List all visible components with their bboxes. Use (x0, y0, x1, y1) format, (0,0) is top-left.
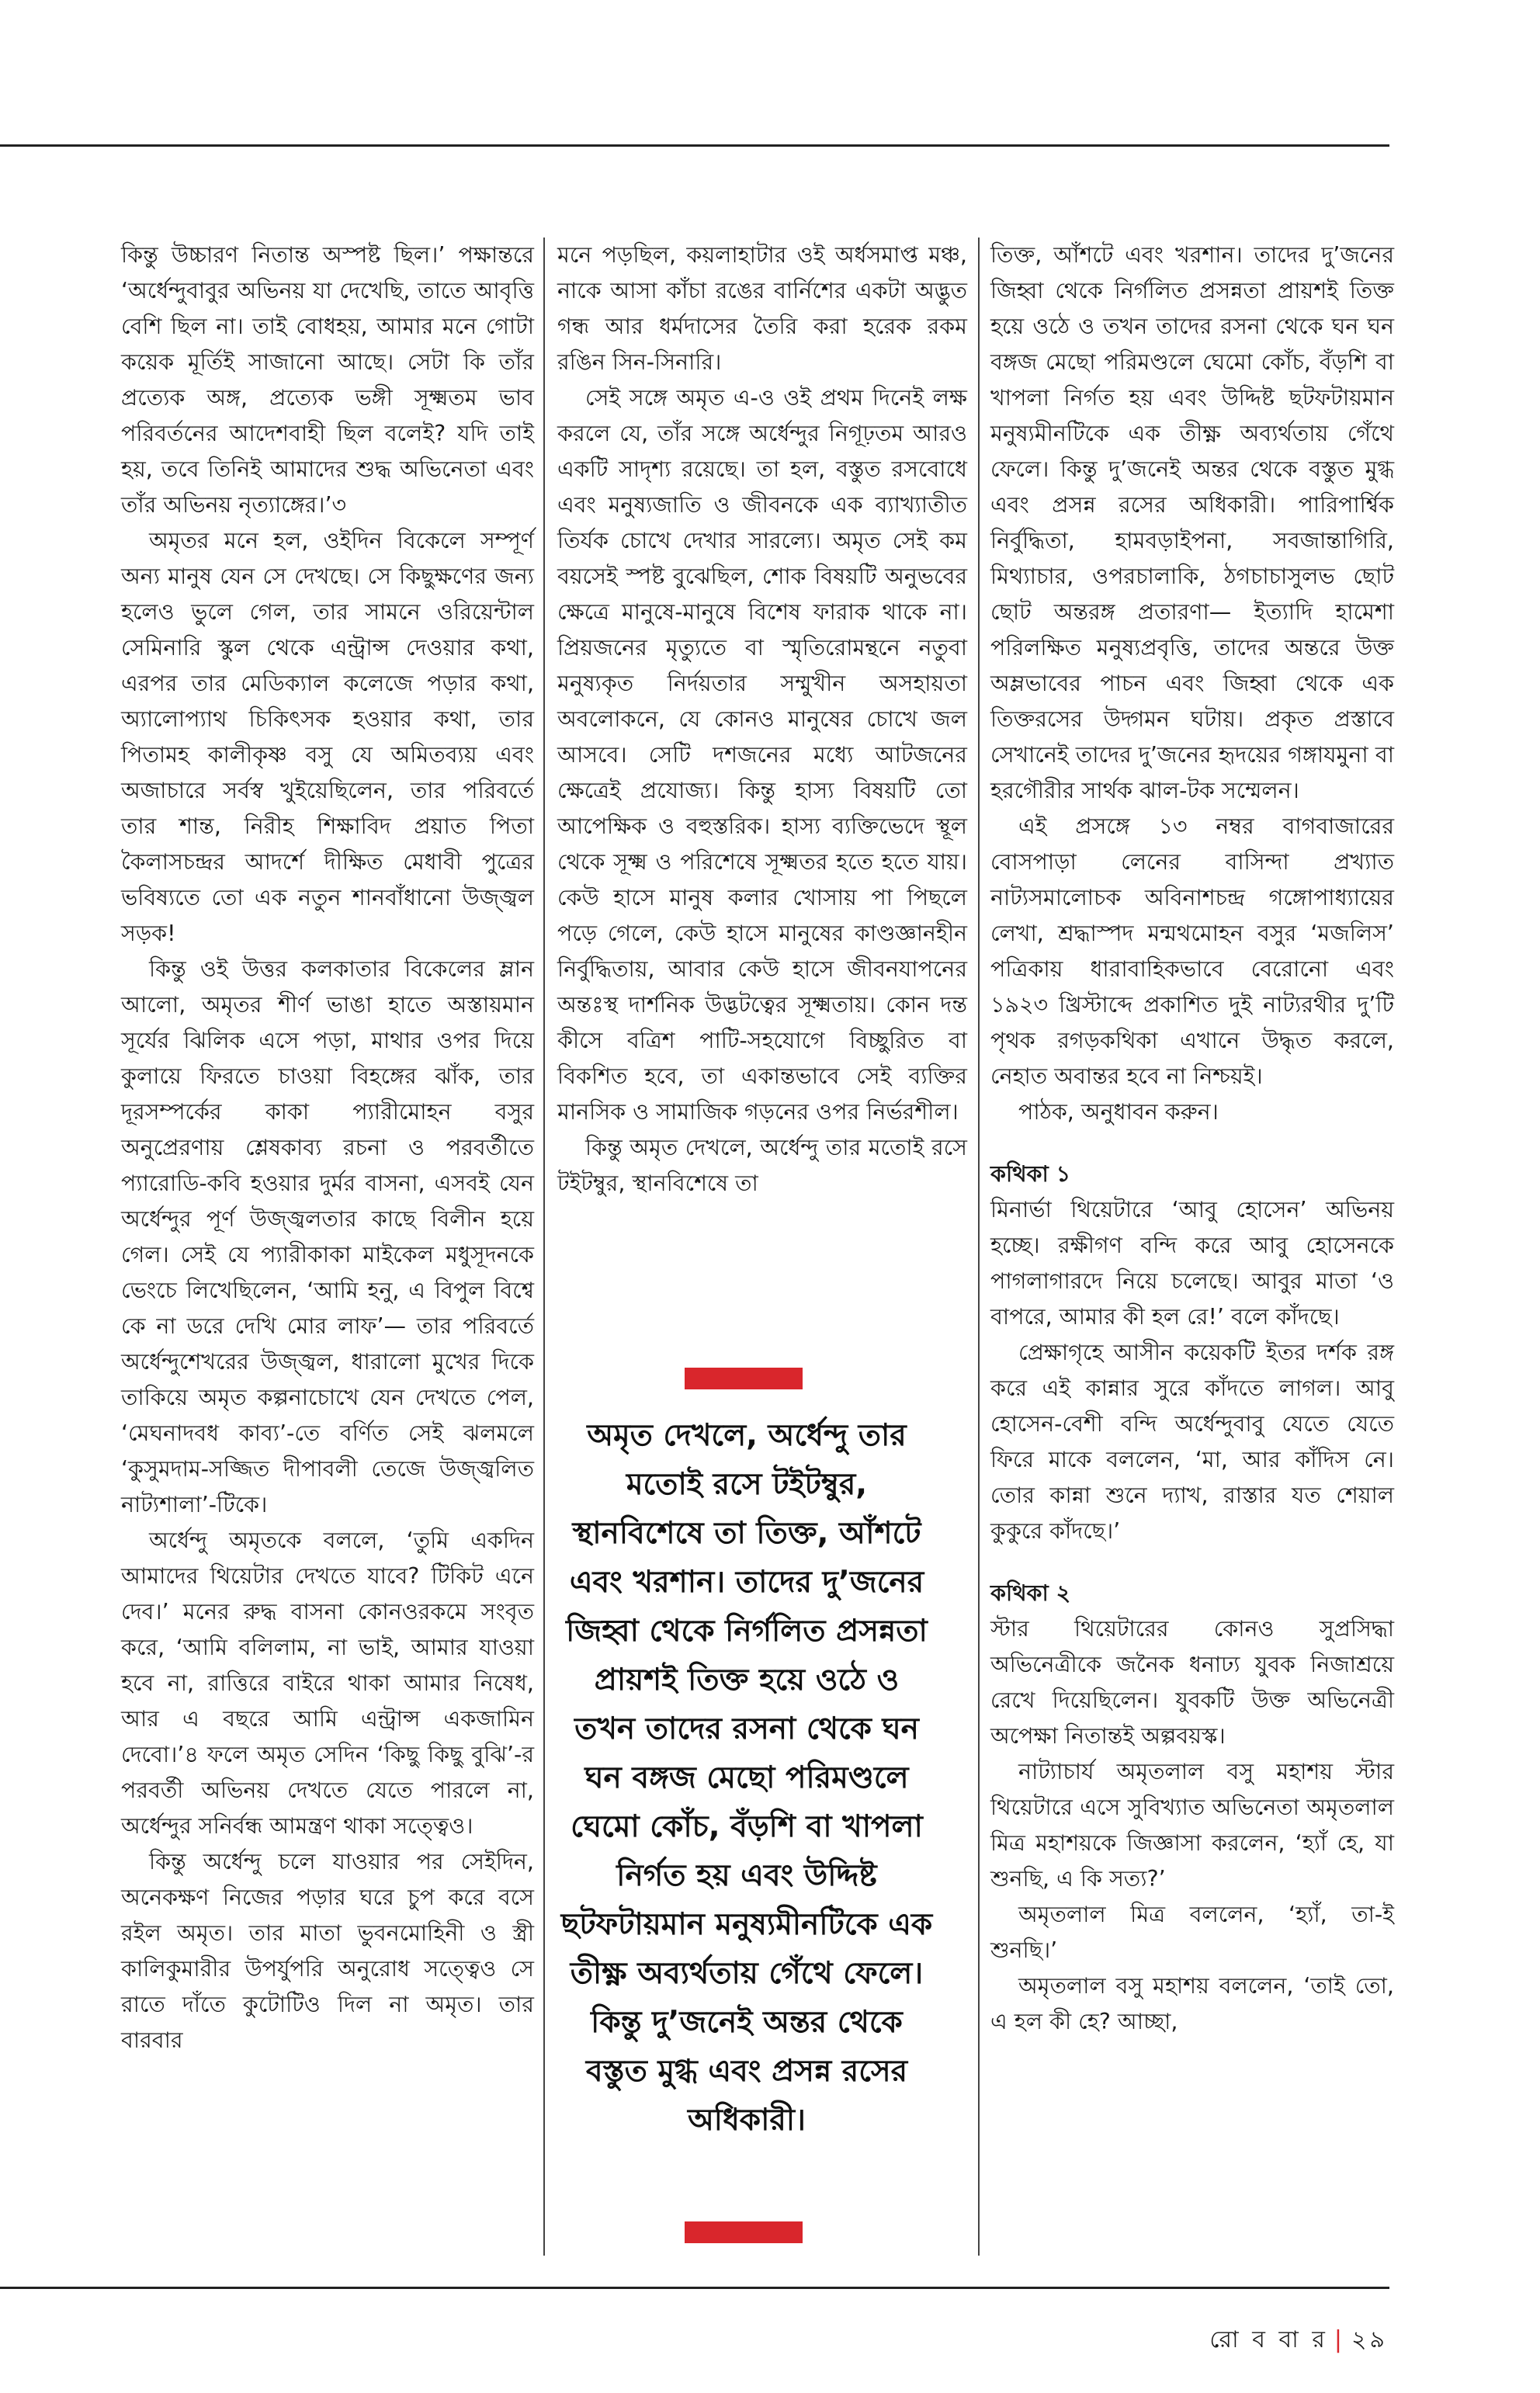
paragraph: অমৃতর মনে হল, ওইদিন বিকেলে সম্পূর্ণ অন্য মানুষ যেন সে দেখছে। সে কিছুক্ষণের জন্য হলেও ভুলে গেল, তার সামনে ওরিয়েন্টাল সেমিনারি স্কুল থেকে এন্ট্রান্স দেওয়ার কথা, এরপর তার মেডিক্যাল কলেজে পড়ার কথা, অ্যালোপ্যাথ চিকিৎসক হওয়ার কথা, তার পিতামহ কালীকৃষ্ণ বসু যে অমিতব্যয় এবং অজাচারে সর্বস্ব খুইয়েছিলেন, তার পরিবর্তে তার শান্ত, নিরীহ শিক্ষাবিদ প্রয়াত পিতা কৈলাসচন্দ্রর আদর্শে দীক্ষিত মেধাবী পুত্রের ভবিষ্যতে তো এক নতুন শানবাঁধানো উজ্জ্বল সড়ক! (121, 528, 534, 946)
top-rule (0, 144, 1389, 147)
paragraph: তিক্ত, আঁশটে এবং খরশান। তাদের দু’জনের জিহ্বা থেকে নির্গলিত প্রসন্নতা প্রায়শই তিক্ত হয়ে ওঠে ও তখন তাদের রসনা থেকে ঘন ঘন বঙ্গজ মেছো পরিমণ্ডলে ঘেমো কোঁচ, বঁড়শি বা খাপলা নির্গত হয় এবং উদ্দিষ্ট ছটফটায়মান মনুষ্যমীনটিকে এক তীক্ষ্ণ অব্যর্থতায় গেঁথে ফেলে। কিন্তু দু’জনেই অন্তর থেকে বস্তুত মুগ্ধ এবং প্রসন্ন রসের অধিকারী। পারিপার্শ্বিক নির্বুদ্ধিতা, হামবড়াইপনা, সবজান্তাগিরি, মিথ্যাচার, ওপরচালাকি, ঠগচাচাসুলভ ছোট ছোট অন্তরঙ্গ প্রতারণা— ইত্যাদি হামেশা পরিলক্ষিত মনুষ্যপ্রবৃত্তি, তাদের অন্তরে উক্ত অম্লভাবের পাচন এবং জিহ্বা থেকে এক তিক্তরসের উদ্গমন ঘটায়। প্রকৃত প্রস্তাবে সেখানেই তাদের দু’জনের হৃদয়ের গঙ্গাযমুনা বা হরগৌরীর সার্থক ঝাল-টক সম্মেলন। (990, 242, 1394, 803)
subheading-kathika-1: কথিকা ১ (990, 1161, 1071, 1187)
paragraph: সেই সঙ্গে অমৃত এ-ও ওই প্রথম দিনেই লক্ষ করলে যে, তাঁর সঙ্গে অর্ধেন্দুর নিগূঢ়তম আরও একটি সাদৃশ্য রয়েছে। তা হল, বস্তুত রসবোধে এবং মনুষ্যজাতি ও জীবনকে এক ব্যাখ্যাতীত তির্যক চোখে দেখার সারল্যে। অমৃত সেই কম বয়সেই স্পষ্ট বুঝেছিল, শোক বিষয়টি অনুভবের ক্ষেত্রে মানুষে-মানুষে বিশেষ ফারাক থাকে না। প্রিয়জনের মৃত্যুতে বা স্মৃতিরোমন্থনে নতুবা মনুষ্যকৃত নির্দয়তার সম্মুখীন অসহায়তা অবলোকনে, যে কোনও মানুষের চোখে জল আসবে। সেটি দশজনের মধ্যে আটজনের ক্ষেত্রেই প্রযোজ্য। কিন্তু হাস্য বিষয়টি তো আপেক্ষিক ও বহুস্তরিক। হাস্য ব্যক্তিভেদে স্থূল থেকে সূক্ষ্ম ও পরিশেষে সূক্ষ্মতর হতে হতে যায়। কেউ হাসে মানুষ কলার খোসায় পা পিছলে পড়ে গেলে, কেউ হাসে মানুষের কাণ্ডজ্ঞানহীন নির্বুদ্ধিতায়, আবার কেউ হাসে জীবনযাপনের অন্তঃস্থ দার্শনিক উদ্ভটত্বের সূক্ষ্মতায়। কোন দন্ত কীসে বত্রিশ পাটি-সহযোগে বিচ্ছুরিত বা বিকশিত হবে, তা একান্তভাবে সেই ব্যক্তির মানসিক ও সামাজিক গড়নের ওপর নির্ভরশীল। (557, 385, 967, 1125)
pullquote-top-bar (685, 1368, 803, 1389)
paragraph: প্রেক্ষাগৃহে আসীন কয়েকটি ইতর দর্শক রঙ্গ করে এই কান্নার সুরে কাঁদতে লাগল। আবু হোসেন-বেশী বন্দি অর্ধেন্দুবাবু যেতে যেতে ফিরে মাকে বললেন, ‘মা, আর কাঁদিস নে। তোর কান্না শুনে দ্যাখ, রাস্তার যত শেয়াল কুকুরে কাঁদছে।’ (990, 1340, 1394, 1544)
page-footer (1209, 2321, 1388, 2360)
column-divider (543, 238, 545, 2256)
bottom-rule (0, 2287, 1389, 2289)
paragraph: অর্ধেন্দু অমৃতকে বললে, ‘তুমি একদিন আমাদের থিয়েটার দেখতে যাবে? টিকিট এনে দেব।’ মনের রুদ্ধ বাসনা কোনওরকমে সংবৃত করে, ‘আমি বলিলাম, না ভাই, আমার যাওয়া হবে না, রাত্তিরে বাইরে থাকা আমার নিষেধ, আর এ বছরে আমি এন্ট্রান্স একজামিন দেবো।’৪ ফলে অমৃত সেদিন ‘কিছু কিছু বুঝি’-র পরবর্তী অভিনয় দেখতে যেতে পারলে না, অর্ধেন্দুর সনির্বন্ধ আমন্ত্রণ থাকা সত্ত্বেও। (121, 1528, 534, 1839)
article-column-3 (990, 238, 1394, 2040)
paragraph: পাঠক, অনুধাবন করুন। (1018, 1099, 1219, 1125)
article-column-1 (121, 238, 534, 2058)
paragraph: মনে পড়ছিল, কয়লাহাটার ওই অর্ধসমাপ্ত মঞ্চ, নাকে আসা কাঁচা রঙের বার্নিশের একটা অদ্ভুত গন্ধ আর ধর্মদাসের তৈরি করা হরেক রকম রঙিন সিন-সিনারি। (557, 242, 967, 375)
column-divider (978, 238, 980, 2256)
magazine-name: রো ব বা র (1209, 2326, 1328, 2353)
pullquote-bottom-bar (685, 2221, 803, 2243)
paragraph: কিন্তু অর্ধেন্দু চলে যাওয়ার পর সেইদিন, অনেকক্ষণ নিজের পড়ার ঘরে চুপ করে বসে রইল অমৃত। তার মাতা ভুবনমোহিনী ও স্ত্রী কালিকুমারীর উপর্যুপরি অনুরোধ সত্ত্বেও সে রাতে দাঁতে কুটোটিও দিল না অমৃত। তার বারবার (121, 1849, 534, 2053)
pullquote: অমৃত দেখলে, অর্ধেন্দু তার মতোই রসে টইটম্বুর, স্থানবিশেষে তা তিক্ত, আঁশটে এবং খরশান। তাদের দু’জনের জিহ্বা থেকে নির্গলিত প্রসন্নতা প্রায়শই তিক্ত হয়ে ওঠে ও তখন তাদের রসনা থেকে ঘন ঘন বঙ্গজ মেছো পরিমণ্ডলে ঘেমো কোঁচ, বঁড়শি বা খাপলা নির্গত হয় এবং উদ্দিষ্ট ছটফটায়মান মনুষ্যমীনটিকে এক তীক্ষ্ণ অব্যর্থতায় গেঁথে ফেলে। কিন্তু দু’জনেই অন্তর থেকে বস্তুত মুগ্ধ এবং প্রসন্ন রসের অধিকারী। (560, 1418, 933, 2138)
paragraph: নাট্যাচার্য অমৃতলাল বসু মহাশয় স্টার থিয়েটারে এসে সুবিখ্যাত অভিনেতা অমৃতলাল মিত্র মহাশয়কে জিজ্ঞাসা করলেন, ‘হ্যাঁ হে, যা শুনছি, এ কি সত্য?’ (990, 1759, 1394, 1892)
article-column-2 (557, 238, 967, 1202)
paragraph: কিন্তু ওই উত্তর কলকাতার বিকেলের ম্লান আলো, অমৃতর শীর্ণ ভাঙা হাতে অস্তায়মান সূর্যের ঝিলিক এসে পড়া, মাথার ওপর দিয়ে কুলায়ে ফিরতে চাওয়া বিহঙ্গের ঝাঁক, তার দূরসম্পর্কের কাকা প্যারীমোহন বসুর অনুপ্রেরণায় শ্লেষকাব্য রচনা ও পরবর্তীতে প্যারোডি-কবি হওয়ার দুর্মর বাসনা, এসবই যেন অর্ধেন্দুর পূর্ণ উজ্জ্বলতার কাছে বিলীন হয়ে গেল। সেই যে প্যারীকাকা মাইকেল মধুসূদনকে ভেংচে লিখেছিলেন, ‘আমি হনু, এ বিপুল বিশ্বে কে না ডরে দেখি মোর লাফ’— তার পরিবর্তে অর্ধেন্দুশেখরের উজ্জ্বল, ধারালো মুখের দিকে তাকিয়ে অমৃত কল্পনাচোখে যেন দেখতে পেল, ‘মেঘনাদবধ কাব্য’-তে বর্ণিত সেই ঝলমলে ‘কুসুমদাম-সজ্জিত দীপাবলী তেজে উজ্জ্বলিত নাট্যশালা’-টিকে। (121, 956, 534, 1517)
paragraph: অমৃতলাল বসু মহাশয় বললেন, ‘তাই তো, এ হল কী হে? আচ্ছা, (990, 1973, 1394, 2034)
paragraph: এই প্রসঙ্গে ১৩ নম্বর বাগবাজারের বোসপাড়া লেনের বাসিন্দা প্রখ্যাত নাট্যসমালোচক অবিনাশচন্দ্র গঙ্গোপাধ্যায়ের লেখা, শ্রদ্ধাস্পদ মন্মথমোহন বসুর ‘মজলিস’ পত্রিকায় ধারাবাহিকভাবে বেরোনো এবং ১৯২৩ খ্রিস্টাব্দে প্রকাশিত দুই নাট্যরথীর দু’টি পৃথক রগড়কথিকা এখানে উদ্ধৃত করলে, নেহাত অবান্তর হবে না নিশ্চয়ই। (990, 813, 1394, 1089)
paragraph: মিনার্ভা থিয়েটারে ‘আবু হোসেন’ অভিনয় হচ্ছে। রক্ষীগণ বন্দি করে আবু হোসেনকে পাগলাগারদে নিয়ে চলেছে। আবুর মাতা ‘ও বাপরে, আমার কী হল রে!’ বলে কাঁদছে। (990, 1197, 1394, 1330)
paragraph: অমৃতলাল মিত্র বললেন, ‘হ্যাঁ, তা-ই শুনছি।’ (990, 1902, 1394, 1963)
paragraph: কিন্তু অমৃত দেখলে, অর্ধেন্দু তার মতোই রসে টইটম্বুর, স্থানবিশেষে তা (557, 1135, 967, 1196)
page-number: ২৯ (1351, 2326, 1388, 2353)
paragraph: কিন্তু উচ্চারণ নিতান্ত অস্পষ্ট ছিল।’ পক্ষান্তরে ‘অর্ধেন্দুবাবুর অভিনয় যা দেখেছি, তাতে আবৃত্তি বেশি ছিল না। তাই বোধহয়, আমার মনে গোটা কয়েক মূর্তিই সাজানো আছে। সেটা কি তাঁর প্রত্যেক অঙ্গ, প্রত্যেক ভঙ্গী সূক্ষ্মতম ভাব পরিবর্তনের আদেশবাহী ছিল বলেই? যদি তাই হয়, তবে তিনিই আমাদের শুদ্ধ অভিনেতা এবং তাঁর অভিনয় নৃত্যাঙ্গের।’৩ (121, 242, 534, 518)
footer-separator: | (1334, 2326, 1346, 2353)
subheading-kathika-2: কথিকা ২ (990, 1580, 1071, 1606)
paragraph: স্টার থিয়েটারের কোনও সুপ্রসিদ্ধা অভিনেত্রীকে জনৈক ধনাঢ্য যুবক নিজাশ্রয়ে রেখে দিয়েছিলেন। যুবকটি উক্ত অভিনেত্রী অপেক্ষা নিতান্তই অল্পবয়স্ক। (990, 1616, 1394, 1749)
